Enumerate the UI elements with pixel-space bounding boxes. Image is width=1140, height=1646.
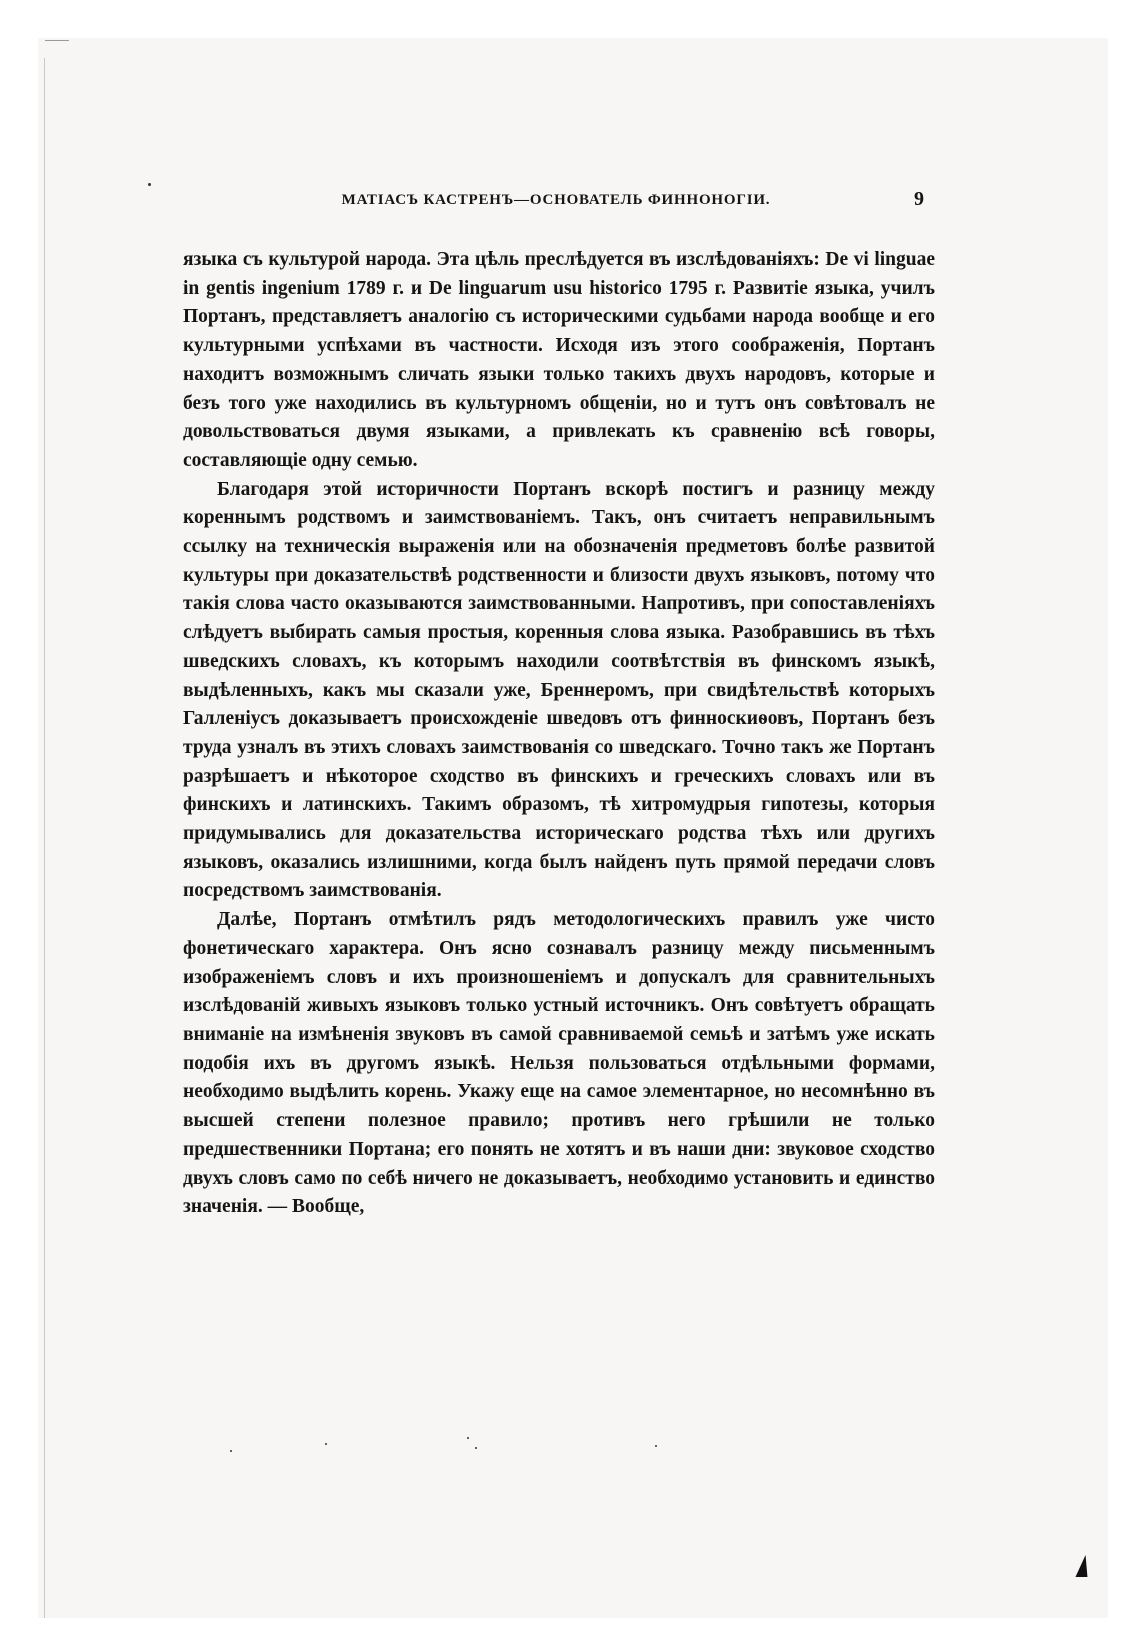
running-title: МАТІАСЪ КАСТРЕНЪ—ОСНОВАТЕЛЬ ФИННОНОГІИ. xyxy=(341,192,771,208)
paragraph: Благодаря этой историчности Портанъ вскорѣ постигъ и разницу между кореннымъ родствомъ и заимствованіемъ. Такъ, онъ считаетъ неправильнымъ ссылку на техническія выраженія или на обозначенія предметовъ болѣе развитой культуры при доказательствѣ родственности и близости двухъ языковъ, потому что такія слова часто оказываются заимствованными. Напротивъ, при сопоставленіяхъ слѣдуетъ выбирать самыя простыя, коренныя слова языка. Разобравшись въ тѣхъ шведскихъ словахъ, къ которымъ находили соотвѣтствія въ финскомъ языкѣ, выдѣленныхъ, какъ мы сказали уже, Бреннеромъ, при свидѣтельствѣ которыхъ Галленіусъ доказываетъ происхожденіе шведовъ отъ финноскиѳовъ, Портанъ безъ труда узналъ въ этихъ словахъ заимствованія со шведскаго. Точно такъ же Портанъ разрѣшаетъ и нѣкоторое сходство въ финскихъ и греческихъ словахъ или въ финскихъ и латинскихъ. Такимъ образомъ, тѣ хитромудрыя гипотезы, которыя придумывались для доказательства историческаго родства тѣхъ или другихъ языковъ, оказались излишними, когда былъ найденъ путь прямой передачи словъ посредствомъ заимствованія. xyxy=(183,478,935,902)
ink-speck xyxy=(148,183,151,186)
body-text xyxy=(183,246,935,1222)
ink-speck xyxy=(230,1450,232,1452)
ink-speck xyxy=(475,1447,477,1449)
running-head xyxy=(180,188,932,214)
paragraph: языка съ культурой народа. Эта цѣль преслѣдуется въ изслѣдованіяхъ: De vi linguae in gentis ingenium 1789 г. и De linguarum usu historico 1795 г. Развитіе языка, училъ Портанъ, представляетъ аналогію съ историческими судьбами народа вообще и его культурными успѣхами въ частности. Исходя изъ этого соображенія, Портанъ находитъ возможнымъ сличать языки только такихъ двухъ народовъ, которые и безъ того уже находились въ культурномъ общеніи, но и тутъ онъ совѣтовалъ не довольствоваться двумя языками, а привлекать къ сравненію всѣ говоры, составляющіе одну семью. xyxy=(183,249,935,471)
scan-left-edge xyxy=(44,58,45,1618)
ink-speck xyxy=(655,1445,657,1447)
ink-speck xyxy=(467,1437,469,1439)
ink-speck xyxy=(325,1443,327,1445)
scan-top-rule xyxy=(45,40,69,41)
paragraph: Далѣе, Портанъ отмѣтилъ рядъ методологическихъ правилъ уже чисто фонетическаго характера. Онъ ясно сознавалъ разницу между письменнымъ изображеніемъ словъ и ихъ произношеніемъ и допускалъ для сравнительныхъ изслѣдованій живыхъ языковъ только устный источникъ. Онъ совѣтуетъ обращать вниманіе на измѣненія звуковъ въ самой сравниваемой семьѣ и затѣмъ уже искать подобія ихъ въ другомъ языкѣ. Нельзя пользоваться отдѣльными формами, необходимо выдѣлить корень. Укажу еще на самое элементарное, но несомнѣнно въ высшей степени полезное правило; противъ него грѣшили не только предшественники Портана; его понять не хотятъ и въ наши дни: звуковое сходство двухъ словъ само по себѣ ничего не доказываетъ, необходимо установить и единство значенія. — Вообще, xyxy=(183,909,935,1218)
page-number: 9 xyxy=(914,188,924,210)
